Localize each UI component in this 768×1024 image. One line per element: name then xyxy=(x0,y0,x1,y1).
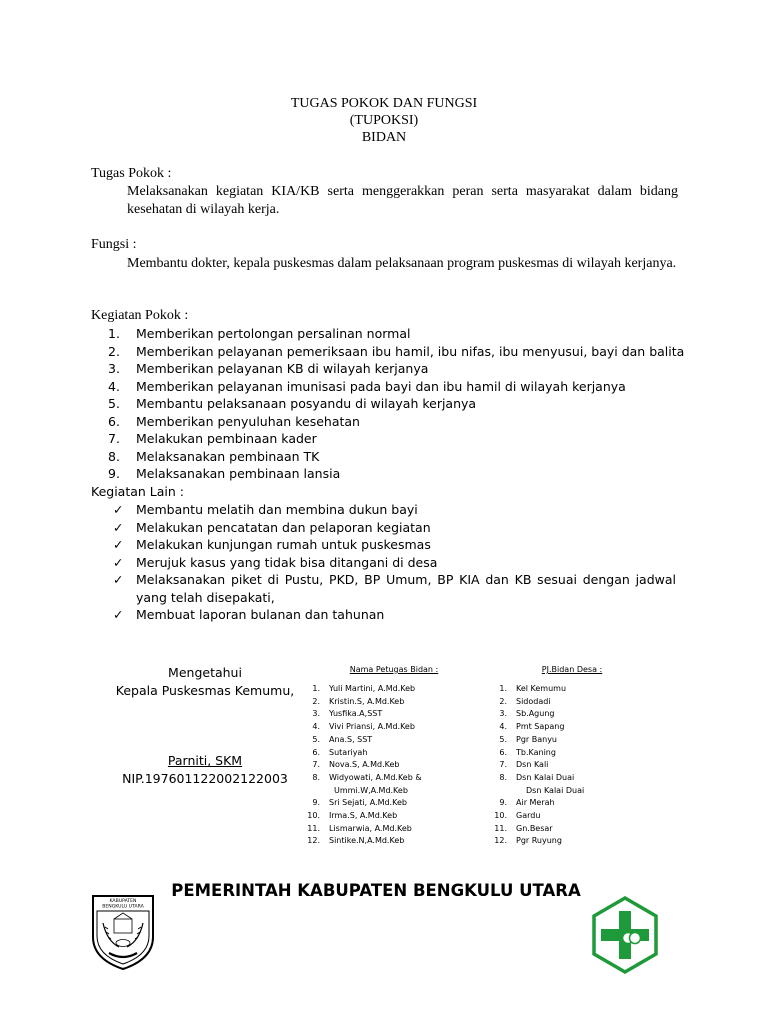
item-number: 7. xyxy=(108,431,120,446)
item-text: Pgr Ruyung xyxy=(516,836,562,846)
puskesmas-cross-icon xyxy=(590,895,660,975)
pj-desa-list-title: PJ.Bidan Desa : xyxy=(541,665,603,674)
item-number: 9. xyxy=(312,798,320,808)
list-item xyxy=(299,772,422,785)
item-text: Tb.Kaning xyxy=(516,747,556,757)
item-text: Sintike.N,A.Md.Keb xyxy=(329,836,405,846)
item-number: 3. xyxy=(312,709,320,719)
checkmark-icon: ✓ xyxy=(113,502,124,517)
item-text: Widyowati, A.Md.Keb & xyxy=(329,772,422,782)
item-number: 1. xyxy=(312,684,320,693)
tugas-pokok-text: Melaksanakan kegiatan KIA/KB serta menggerakkan peran serta masyarakat dalam bidang kesehatan di wilayah kerja. xyxy=(127,184,678,217)
list-item xyxy=(299,823,422,836)
list-item xyxy=(486,696,584,709)
item-number: 4. xyxy=(499,722,507,732)
item-text: Melaksanakan pembinaan TK xyxy=(136,448,320,464)
list-item xyxy=(299,734,422,747)
item-number: 5. xyxy=(108,396,120,411)
list-item xyxy=(113,519,676,537)
item-text: Melakukan kunjungan rumah untuk puskesmas xyxy=(136,537,431,552)
item-text: Sri Sejati, A.Md.Keb xyxy=(329,798,407,808)
document-title xyxy=(0,95,768,146)
item-number: 8. xyxy=(108,448,120,464)
item-number: 6. xyxy=(312,747,320,757)
checkmark-icon: ✓ xyxy=(113,554,124,570)
list-item xyxy=(299,696,422,709)
list-item-continuation: Ummi.W,A.Md.Keb xyxy=(334,785,408,795)
item-number: 3. xyxy=(499,709,507,719)
svg-text:KABUPATEN: KABUPATEN xyxy=(109,899,137,904)
list-item xyxy=(113,536,676,554)
item-text: Vivi Priansi, A.Md.Keb xyxy=(329,722,415,732)
list-item xyxy=(108,413,684,431)
signature-name: Parniti, SKM xyxy=(167,753,243,768)
kegiatan-lain-list xyxy=(113,501,676,624)
kegiatan-lain-heading: Kegiatan Lain : xyxy=(91,484,184,499)
list-item-continuation: Dsn Kalai Duai xyxy=(526,785,585,795)
list-item xyxy=(486,721,584,734)
tugas-pokok-heading: Tugas Pokok : xyxy=(91,166,172,181)
item-text: Memberikan pelayanan pemeriksaan ibu hamil, ibu nifas, ibu menyusui, bayi dan balita xyxy=(136,343,685,359)
signature-nip: NIP.197601122002122003 xyxy=(122,771,288,786)
item-text: Irma.S, A.Md.Keb xyxy=(329,811,398,821)
list-item xyxy=(108,378,684,396)
title-line-3: BIDAN xyxy=(361,130,407,145)
item-number: 6. xyxy=(499,747,507,757)
item-number: 4. xyxy=(108,378,120,394)
item-text: Melakukan pencatatan dan pelaporan kegiatan xyxy=(136,519,431,535)
item-number: 10. xyxy=(307,811,320,821)
list-item xyxy=(299,759,422,772)
item-number: 1. xyxy=(108,326,120,341)
item-text: Sb.Agung xyxy=(516,709,555,719)
item-number: 2. xyxy=(499,696,507,706)
regency-emblem-icon xyxy=(89,893,157,971)
fungsi-text: Membantu dokter, kepala puskesmas dalam pelaksanaan program puskesmas di wilayah kerjanya. xyxy=(127,256,677,271)
list-item xyxy=(299,708,422,721)
item-text: Nova.S, A.Md.Keb xyxy=(329,760,400,770)
item-text: Memberikan pelayanan imunisasi pada bayi dan ibu hamil di wilayah kerjanya xyxy=(136,378,626,394)
item-number: 10. xyxy=(494,811,507,821)
list-item xyxy=(486,683,584,696)
list-item xyxy=(108,465,684,483)
item-number: 7. xyxy=(312,760,320,770)
list-item xyxy=(486,708,584,721)
list-item xyxy=(486,759,584,772)
list-item xyxy=(108,395,684,413)
signature-block xyxy=(110,664,300,788)
item-text: Melaksanakan pembinaan lansia xyxy=(136,466,341,481)
item-text: Gn.Besar xyxy=(516,823,553,833)
list-item xyxy=(486,772,584,785)
item-text: Memberikan penyuluhan kesehatan xyxy=(136,413,360,429)
pj-desa-list xyxy=(486,683,584,848)
list-item xyxy=(108,430,684,448)
item-number: 2. xyxy=(108,343,120,359)
list-item xyxy=(113,501,676,519)
checkmark-icon: ✓ xyxy=(113,519,124,535)
list-item xyxy=(486,823,584,836)
item-number: 9. xyxy=(108,466,120,481)
item-number: 12. xyxy=(307,836,320,846)
svg-text:BENGKULU UTARA: BENGKULU UTARA xyxy=(102,904,144,910)
list-item xyxy=(486,810,584,823)
item-text: Pmt Sapang xyxy=(516,722,565,732)
item-number: 7. xyxy=(499,760,507,770)
item-number: 1. xyxy=(499,684,507,693)
title-line-2: (TUPOKSI) xyxy=(349,113,419,128)
list-item xyxy=(108,325,684,343)
item-number: 12. xyxy=(494,836,507,846)
list-item xyxy=(113,571,676,606)
item-text: Melakukan pembinaan kader xyxy=(136,431,317,446)
item-text: Yusfika.A,SST xyxy=(329,709,383,719)
item-number: 6. xyxy=(108,413,120,429)
signature-line-2: Kepala Puskesmas Kemumu, xyxy=(115,683,295,698)
item-text: Membantu melatih dan membina dukun bayi xyxy=(136,502,418,517)
item-text: Melaksanakan piket di Pustu, PKD, BP Umum, BP KIA dan KB sesuai dengan jadwal yang telah disepakati, xyxy=(136,572,676,605)
title-line-1: TUGAS POKOK DAN FUNGSI xyxy=(290,96,478,111)
list-item xyxy=(299,810,422,823)
item-number: 11. xyxy=(307,823,320,833)
list-item xyxy=(486,797,584,810)
list-item xyxy=(299,721,422,734)
item-number: 5. xyxy=(312,734,320,744)
item-text: Pgr Banyu xyxy=(516,734,557,744)
item-number: 3. xyxy=(108,361,120,376)
item-text: Kristin.S, A.Md.Keb xyxy=(329,696,405,706)
checkmark-icon: ✓ xyxy=(113,572,124,587)
list-item xyxy=(486,747,584,760)
list-item xyxy=(299,747,422,760)
item-number: 11. xyxy=(494,823,507,833)
list-item xyxy=(108,343,684,361)
item-text: Yuli Martini, A.Md.Keb xyxy=(329,684,416,693)
item-text: Kel Kemumu xyxy=(516,684,567,693)
list-item xyxy=(486,734,584,747)
item-text: Membantu pelaksanaan posyandu di wilayah kerjanya xyxy=(136,396,477,411)
checkmark-icon: ✓ xyxy=(113,537,124,552)
list-item xyxy=(108,448,684,466)
item-text: Lismarwia, A.Md.Keb xyxy=(329,823,412,833)
item-text: Dsn Kalai Duai xyxy=(516,772,575,782)
item-text: Merujuk kasus yang tidak bisa ditangani di desa xyxy=(136,554,438,570)
item-text: Memberikan pelayanan KB di wilayah kerjanya xyxy=(136,361,429,376)
list-item xyxy=(113,606,676,624)
item-text: Membuat laporan bulanan dan tahunan xyxy=(136,607,385,622)
list-item xyxy=(299,835,422,848)
kegiatan-pokok-heading: Kegiatan Pokok : xyxy=(91,308,189,323)
item-text: Gardu xyxy=(516,811,541,821)
item-number: 2. xyxy=(312,696,320,706)
item-number: 8. xyxy=(312,772,320,782)
item-text: Memberikan pertolongan persalinan normal xyxy=(136,326,411,341)
item-text: Dsn Kali xyxy=(516,760,549,770)
kegiatan-pokok-list xyxy=(108,325,684,483)
petugas-list xyxy=(299,683,422,848)
list-item xyxy=(299,683,422,696)
item-text: Ana.S, SST xyxy=(329,734,373,744)
item-text: Sutariyah xyxy=(329,747,368,757)
list-item xyxy=(113,554,676,572)
petugas-list-title: Nama Petugas Bidan : xyxy=(349,665,439,674)
item-text: Sidodadi xyxy=(516,696,551,706)
footer-title: PEMERINTAH KABUPATEN BENGKULU UTARA xyxy=(171,881,581,900)
checkmark-icon: ✓ xyxy=(113,607,124,622)
item-text: Air Merah xyxy=(516,798,555,808)
item-number: 8. xyxy=(499,772,507,782)
item-number: 4. xyxy=(312,722,320,732)
signature-line-1: Mengetahui xyxy=(168,665,242,680)
list-item xyxy=(108,360,684,378)
list-item xyxy=(299,797,422,810)
item-number: 9. xyxy=(499,798,507,808)
fungsi-heading: Fungsi : xyxy=(91,237,137,252)
item-number: 5. xyxy=(499,734,507,744)
list-item xyxy=(486,835,584,848)
